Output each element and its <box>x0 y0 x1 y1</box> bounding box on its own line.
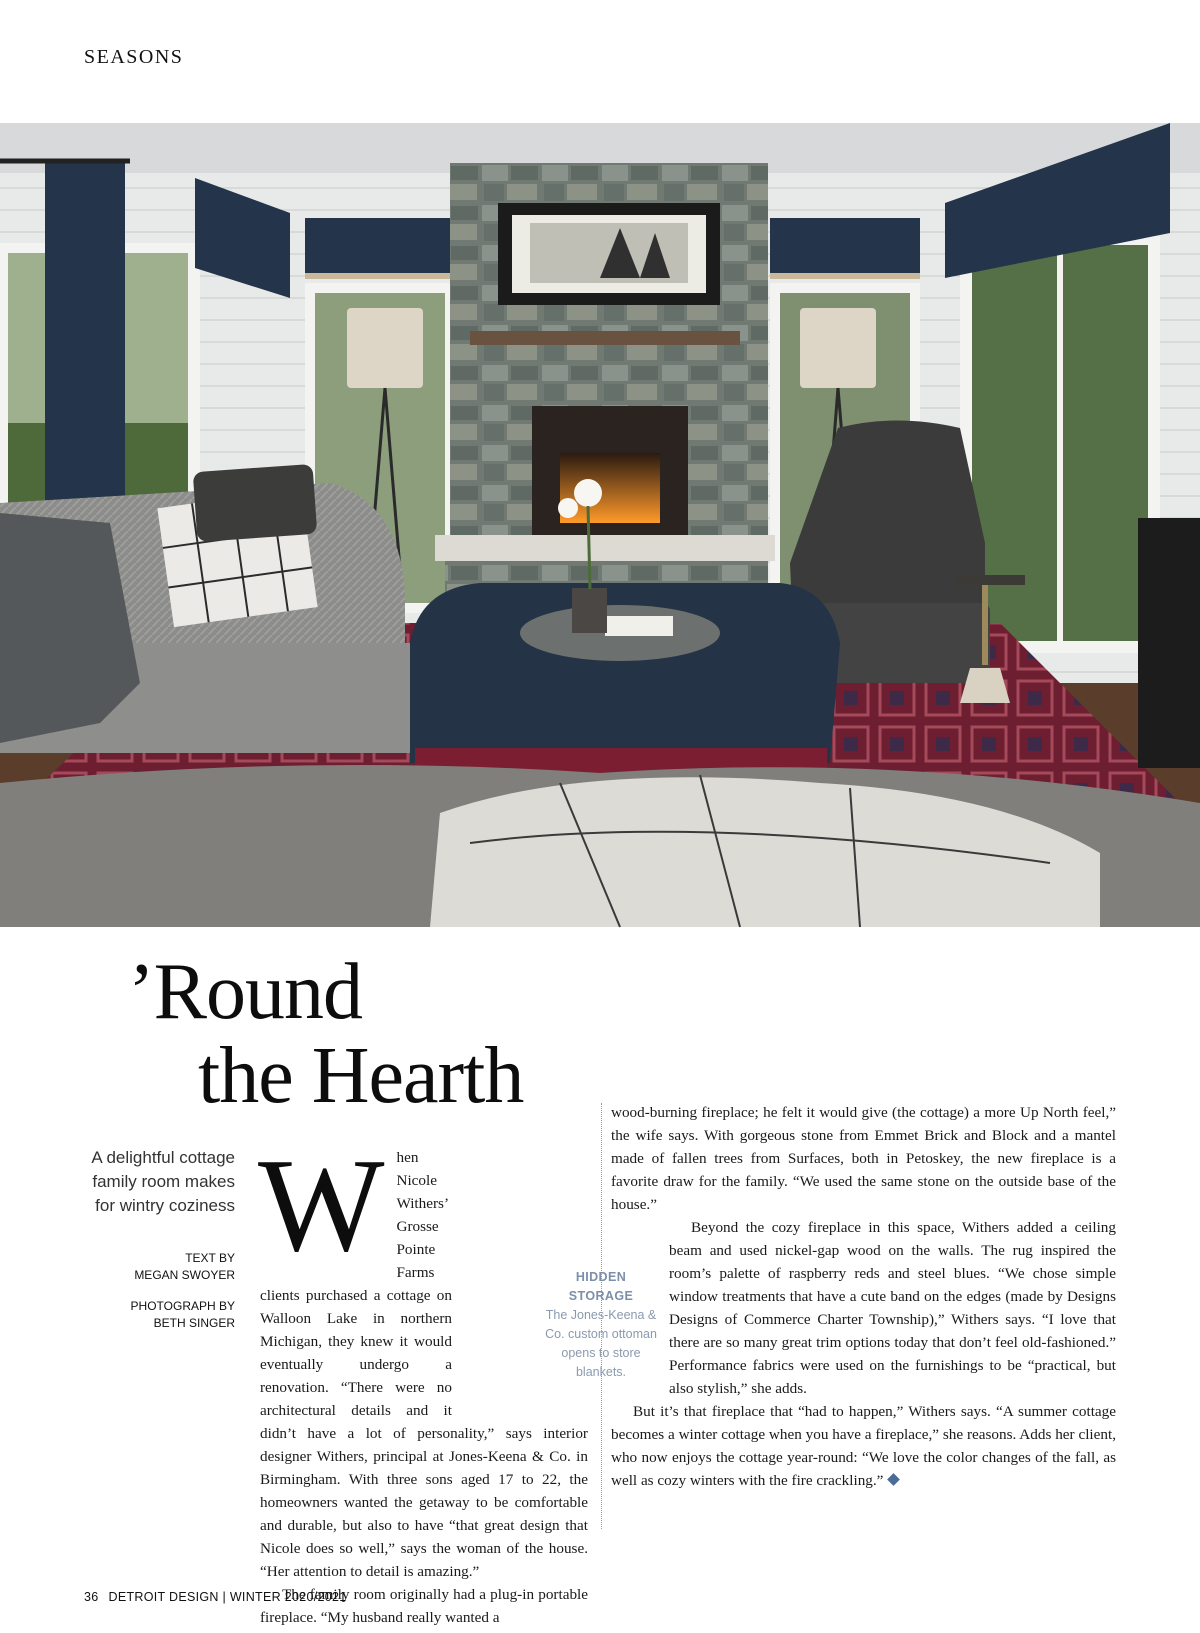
body-paragraph: hen Nicole Withers’ Grosse Pointe Farms clients purchased a cottage on Walloon Lake in northern Michigan, they knew it would eventually undergo a renovation. “There were no architectural details and it didn’t have a lot of personality,” says interior designer Withers, principal at Jones-Keena & Co. in Birmingham. With three sons aged 17 to 22, the homeowners wanted the getaway to be comfortable and durable, but also to have “that great design that Nicole does so well,” says the woman of the house. “Her attention to detail is amazing.” <box>260 1149 588 1580</box>
body-paragraph: wood-burning fireplace; he felt it would give (the cottage) a more Up North feel,” the wife says. With gorgeous stone from Emmet Brick and Block and a mantel made of fallen trees from Surfaces, both in Petoskey, the new fireplace is a favorite draw for the family. “We used the same stone on the outside base of the house.” <box>611 1104 1116 1213</box>
drop-cap: W <box>258 1131 385 1279</box>
headline-line-2: the Hearth <box>198 1032 524 1120</box>
page-number: 36 <box>84 1590 99 1604</box>
publication-line: DETROIT DESIGN | WINTER 2020/2021 <box>108 1590 347 1604</box>
headline-line-1: ’Round <box>128 948 362 1036</box>
body-column-2 <box>611 1101 1116 1492</box>
body-paragraph: The family room originally had a plug-in portable fireplace. “My husband really wanted a <box>260 1586 588 1626</box>
body-paragraph-text: But it’s that fireplace that “had to happen,” Withers says. “A summer cottage becomes a winter cottage when you have a fireplace,” she reasons. Adds her client, who now enjoys the cottage year-round: “We love the color changes of the fall, as well as cozy winters with the fire crackling.” <box>611 1403 1116 1489</box>
credit-role: PHOTOGRAPH BY <box>130 1299 235 1313</box>
credit-name: MEGAN SWOYER <box>134 1268 235 1282</box>
body-column-1 <box>258 1131 588 1626</box>
folio <box>84 1590 347 1604</box>
body-paragraph-last <box>611 1400 1116 1492</box>
sidebar-heading-1: HIDDEN <box>575 1270 627 1284</box>
body-paragraph: Beyond the cozy fireplace in this space, Withers added a ceiling beam and used nickel-gap wood on the walls. The rug inspired the room’s palette of raspberry reds and steel blues. “We chose simple window treatments that have a cute band on the edges (made by Designs Designs of Commerce Charter Township),” Withers says. “I love that there are so many great trim options today that don’t feel old-fashioned.” Performance fabrics were used on the furnishings to be “practical, but also stylish,” she adds. <box>669 1219 1116 1397</box>
living-room-photo <box>0 123 1200 927</box>
sidebar-heading-2: STORAGE <box>568 1289 634 1303</box>
headline <box>128 950 523 1118</box>
deck: A delightful cottage family room makes for wintry coziness <box>91 1148 235 1215</box>
credit-photo <box>90 1298 235 1332</box>
credit-role: TEXT BY <box>185 1251 235 1265</box>
sidebar-text: The Jones-Keena & Co. custom ottoman opens to store blankets. <box>545 1308 657 1379</box>
credit-text <box>90 1250 235 1284</box>
section-label: SEASONS <box>84 46 184 68</box>
end-diamond-icon <box>888 1473 901 1486</box>
credit-name: BETH SINGER <box>153 1316 235 1330</box>
